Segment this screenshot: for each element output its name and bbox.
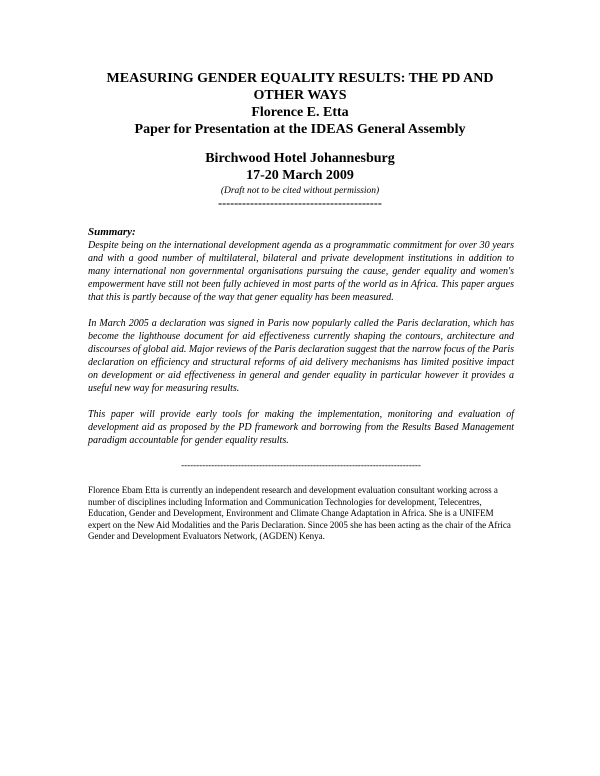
title-block: [60, 70, 540, 138]
summary-heading: Summary:: [88, 226, 136, 238]
section-divider: --------------------------------------------------------------------------------: [181, 460, 421, 470]
draft-note: (Draft not to be cited without permission): [220, 186, 380, 196]
paper-title-line-1: MEASURING GENDER EQUALITY RESULTS: THE PD AND: [106, 71, 494, 86]
summary-section: [88, 226, 514, 460]
venue-dates: 17-20 March 2009: [246, 168, 354, 183]
presentation-purpose: Paper for Presentation at the IDEAS General Assembly: [134, 122, 466, 137]
venue-block: [60, 150, 540, 210]
venue-location: Birchwood Hotel Johannesburg: [205, 151, 395, 166]
summary-paragraph: Despite being on the international development agenda as a programmatic commitment for over 30 years and with a good number of multilateral, bilateral and private development institutions in addition to many international non governmental organisations pursuing the cause, gender equality and women's empowerment have still not been fully achieved in most parts of the world as in Africa. This paper argues that this is partly because of the way that gener equality has been measured.: [88, 240, 514, 303]
summary-paragraph: In March 2005 a declaration was signed in Paris now popularly called the Paris declaration, which has become the lighthouse document for aid effectiveness currently shaping the contours, architecture and discourses of global aid. Major reviews of the Paris declaration suggest that the narrow focus of the Paris declaration on efficiency and structural reforms of aid delivery mechanisms has limited positive impact on development or aid effectiveness in general and gender equality in particular however it provides a useful new way for measuring results.: [88, 318, 514, 394]
title-separator: -----------------------------------------: [218, 196, 382, 210]
summary-paragraph: This paper will provide early tools for making the implementation, monitoring and evaluation of development aid as proposed by the PD framework and borrowing from the Results Based Management paradigm accountable for gender equality results.: [88, 409, 514, 446]
paper-title-line-2: OTHER WAYS: [253, 88, 347, 103]
author-name: Florence E. Etta: [251, 105, 349, 120]
author-bio: Florence Ebam Etta is currently an independent research and development evaluation consultant working across a number of disciplines including Information and Communication Technologies for development, Telecentres, Education, Gender and Development, Environment and Climate Change Adaptation in Africa. She is a UNIFEM expert on the New Aid Modalities and the Paris Declaration. Since 2005 she has been acting as the chair of the Africa Gender and Development Evaluators Network, (AGDEN) Kenya.: [88, 485, 511, 541]
